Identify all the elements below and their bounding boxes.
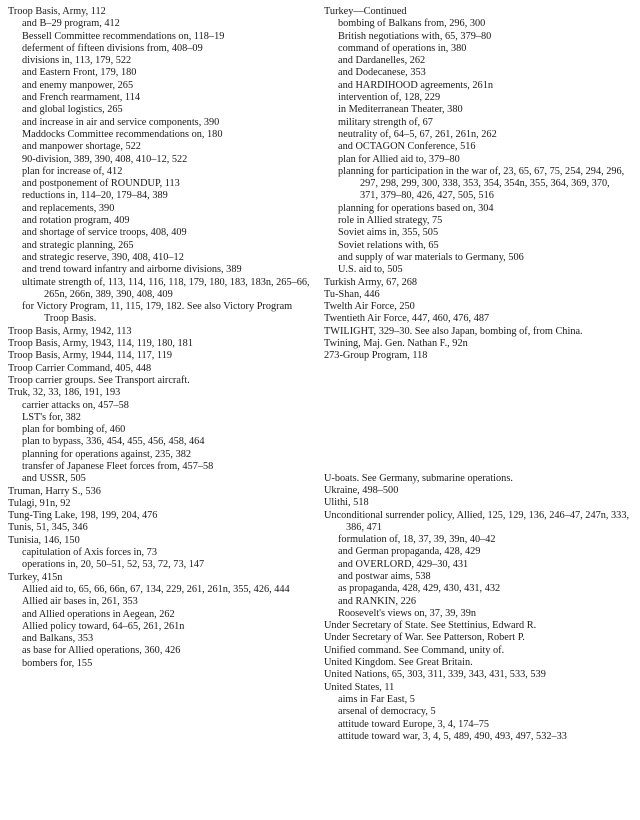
index-entry: Twelth Air Force, 250 bbox=[324, 301, 415, 313]
index-entry: Troop Carrier Command, 405, 448 bbox=[8, 362, 152, 374]
index-subentry: and Dodecanese, 353 bbox=[338, 67, 426, 79]
index-subentry: ultimate strength of, 113, 114, 116, 118, 179, 180, 183, 183n, 265–66, 265n, 266n, 389, 390, 408, 409 bbox=[22, 276, 310, 300]
index-subentry: Allied air bases in, 261, 353 bbox=[22, 596, 138, 608]
left-column bbox=[8, 6, 314, 820]
index-entry: Tulagi, 91n, 92 bbox=[8, 497, 71, 509]
index-entry: Turkish Army, 67, 268 bbox=[324, 276, 418, 288]
index-subentry: transfer of Japanese Fleet forces from, 457–58 bbox=[22, 460, 214, 472]
index-subentry: deferment of fifteen divisions from, 408–09 bbox=[22, 42, 203, 54]
index-subentry: attitude toward Europe, 3, 4, 174–75 bbox=[338, 718, 489, 730]
index-entry: Twining, Maj. Gen. Nathan F., 92n bbox=[324, 338, 468, 350]
index-subentry: and OVERLORD, 429–30, 431 bbox=[338, 558, 469, 570]
index-entry: Turkey, 415n bbox=[8, 571, 63, 583]
index-subentry: as propaganda, 428, 429, 430, 431, 432 bbox=[338, 583, 501, 595]
index-subentry: Roosevelt's views on, 37, 39, 39n bbox=[338, 607, 476, 619]
index-subentry: and rotation program, 409 bbox=[22, 215, 130, 227]
index-subentry: plan for Allied aid to, 379–80 bbox=[338, 153, 460, 165]
index-subentry: neutrality of, 64–5, 67, 261, 261n, 262 bbox=[338, 128, 497, 140]
index-entry: Truman, Harry S., 536 bbox=[8, 485, 101, 497]
index-subentry: plan to bypass, 336, 454, 455, 456, 458, 464 bbox=[22, 436, 205, 448]
index-subentry: and postwar aims, 538 bbox=[338, 570, 431, 582]
index-subentry: U.S. aid to, 505 bbox=[338, 264, 403, 276]
index-subentry: and Dardanelles, 262 bbox=[338, 55, 426, 67]
index-subentry: plan for increase of, 412 bbox=[22, 165, 123, 177]
index-entry: Under Secretary of State. See Stettinius, Edward R. bbox=[324, 620, 537, 632]
index-entry: Tu-Shan, 446 bbox=[324, 288, 380, 300]
index-subentry: divisions in, 113, 179, 522 bbox=[22, 55, 132, 67]
index-entry: Twentieth Air Force, 447, 460, 476, 487 bbox=[324, 313, 490, 325]
index-entry: Troop Basis, Army, 112 bbox=[8, 6, 106, 17]
index-subentry: aims in Far East, 5 bbox=[338, 693, 415, 705]
index-subentry: and supply of war materials to Germany, 506 bbox=[338, 251, 524, 263]
index-subentry: carrier attacks on, 457–58 bbox=[22, 399, 129, 411]
index-subentry: military strength of, 67 bbox=[338, 116, 433, 128]
index-subentry: and HARDIHOOD agreements, 261n bbox=[338, 79, 493, 91]
index-subentry: Allied aid to, 65, 66, 66n, 67, 134, 229, 261, 261n, 355, 426, 444 bbox=[22, 583, 290, 595]
index-subentry: planning for operations against, 235, 382 bbox=[22, 448, 192, 460]
index-subentry: attitude toward war, 3, 4, 5, 489, 490, 493, 497, 532–33 bbox=[338, 730, 567, 742]
index-subentry: Soviet aims in, 355, 505 bbox=[338, 227, 439, 239]
index-entry: Truk, 32, 33, 186, 191, 193 bbox=[8, 387, 121, 399]
index-subentry: British negotiations with, 65, 379–80 bbox=[338, 30, 492, 42]
index-subentry: Bessell Committee recommendations on, 118–19 bbox=[22, 30, 225, 42]
index-entry: Unconditional surrender policy, Allied, 125, 129, 136, 246–47, 247n, 333, 386, 471 bbox=[324, 509, 630, 533]
index-subentry: and USSR, 505 bbox=[22, 473, 86, 485]
right-column-bottom bbox=[324, 473, 630, 744]
index-subentry: in Mediterranean Theater, 380 bbox=[338, 104, 463, 116]
right-column bbox=[324, 6, 630, 820]
index-entry: Turkey—Continued bbox=[324, 6, 407, 17]
index-subentry: and Balkans, 353 bbox=[22, 633, 94, 645]
index-subentry: Maddocks Committee recommendations on, 180 bbox=[22, 128, 223, 140]
index-subentry: formulation of, 18, 37, 39, 39n, 40–42 bbox=[338, 534, 496, 546]
index-subentry: and shortage of service troops, 408, 409 bbox=[22, 227, 187, 239]
index-subentry: planning for participation in the war of, 23, 65, 67, 75, 254, 294, 296, 297, 298, 299, 300, 338, 353, 354, 354n, 355, 364, 369, 370, 371, 379–80, 426, 427, 505, 516 bbox=[338, 165, 625, 202]
index-subentry: LST's for, 382 bbox=[22, 411, 81, 423]
index-entry: 273-Group Program, 118 bbox=[324, 350, 428, 362]
index-subentry: and strategic planning, 265 bbox=[22, 239, 134, 251]
index-entry: TWILIGHT, 329–30. See also Japan, bombing of, from China. bbox=[324, 325, 583, 337]
index-subentry: and Eastern Front, 179, 180 bbox=[22, 67, 137, 79]
index-subentry: and French rearmament, 114 bbox=[22, 92, 140, 104]
index-subentry: reductions in, 114–20, 179–84, 389 bbox=[22, 190, 168, 202]
index-subentry: plan for bombing of, 460 bbox=[22, 424, 126, 436]
index-subentry: arsenal of democracy, 5 bbox=[338, 706, 436, 718]
right-column-top bbox=[324, 6, 630, 363]
index-subentry: bombing of Balkans from, 296, 300 bbox=[338, 18, 486, 30]
index-subentry: role in Allied strategy, 75 bbox=[338, 215, 443, 227]
index-entry: Under Secretary of War. See Patterson, Robert P. bbox=[324, 632, 525, 644]
index-entry: Troop carrier groups. See Transport aircraft. bbox=[8, 374, 190, 386]
index-subentry: and manpower shortage, 522 bbox=[22, 141, 141, 153]
index-subentry: Allied policy toward, 64–65, 261, 261n bbox=[22, 620, 185, 632]
index-subentry: 90-division, 389, 390, 408, 410–12, 522 bbox=[22, 153, 188, 165]
index-subentry: intervention of, 128, 229 bbox=[338, 92, 441, 104]
index-subentry: and replacements, 390 bbox=[22, 202, 115, 214]
index-subentry: Soviet relations with, 65 bbox=[338, 239, 439, 251]
index-entry: Ukraine, 498–500 bbox=[324, 484, 399, 496]
index-subentry: and Allied operations in Aegean, 262 bbox=[22, 608, 175, 620]
index-entry: U-boats. See Germany, submarine operations. bbox=[324, 472, 513, 484]
index-entry: Tunis, 51, 345, 346 bbox=[8, 522, 88, 534]
index-entry: Tunisia, 146, 150 bbox=[8, 534, 80, 546]
index-entry: Troop Basis, Army, 1944, 114, 117, 119 bbox=[8, 350, 173, 362]
index-subentry: and OCTAGON Conference, 516 bbox=[338, 141, 476, 153]
index-entry: United Nations, 65, 303, 311, 339, 343, 431, 533, 539 bbox=[324, 669, 546, 681]
index-subentry: and increase in air and service components, 390 bbox=[22, 116, 220, 128]
index-entry: United Kingdom. See Great Britain. bbox=[324, 657, 473, 669]
index-subentry: planning for operations based on, 304 bbox=[338, 202, 494, 214]
index-entry: United States, 11 bbox=[324, 681, 395, 693]
index-entry: Unified command. See Command, unity of. bbox=[324, 644, 505, 656]
index-subentry: and strategic reserve, 390, 408, 410–12 bbox=[22, 251, 184, 263]
index-subentry: and postponement of ROUNDUP, 113 bbox=[22, 178, 180, 190]
index-subentry: bombers for, 155 bbox=[22, 657, 93, 669]
index-entry: Tung-Ting Lake, 198, 199, 204, 476 bbox=[8, 510, 158, 522]
index-entry: Troop Basis, Army, 1943, 114, 119, 180, 181 bbox=[8, 338, 193, 350]
index-subentry: and enemy manpower, 265 bbox=[22, 79, 134, 91]
index-subentry: and trend toward infantry and airborne divisions, 389 bbox=[22, 264, 242, 276]
index-subentry: and global logistics, 265 bbox=[22, 104, 123, 116]
index-entry: Ulithi, 518 bbox=[324, 497, 369, 509]
index-subentry: as base for Allied operations, 360, 426 bbox=[22, 645, 181, 657]
letter-gap bbox=[324, 363, 630, 473]
index-entry: Troop Basis, Army, 1942, 113 bbox=[8, 325, 132, 337]
index-subentry: and RANKIN, 226 bbox=[338, 595, 417, 607]
index-subentry: and B–29 program, 412 bbox=[22, 18, 120, 30]
index-subentry: operations in, 20, 50–51, 52, 53, 72, 73, 147 bbox=[22, 559, 205, 571]
index-subentry: for Victory Program, 11, 115, 179, 182. See also Victory Program Troop Basis. bbox=[22, 301, 293, 325]
index-subentry: command of operations in, 380 bbox=[338, 42, 467, 54]
index-subentry: and German propaganda, 428, 429 bbox=[338, 546, 481, 558]
index-subentry: capitulation of Axis forces in, 73 bbox=[22, 547, 157, 559]
